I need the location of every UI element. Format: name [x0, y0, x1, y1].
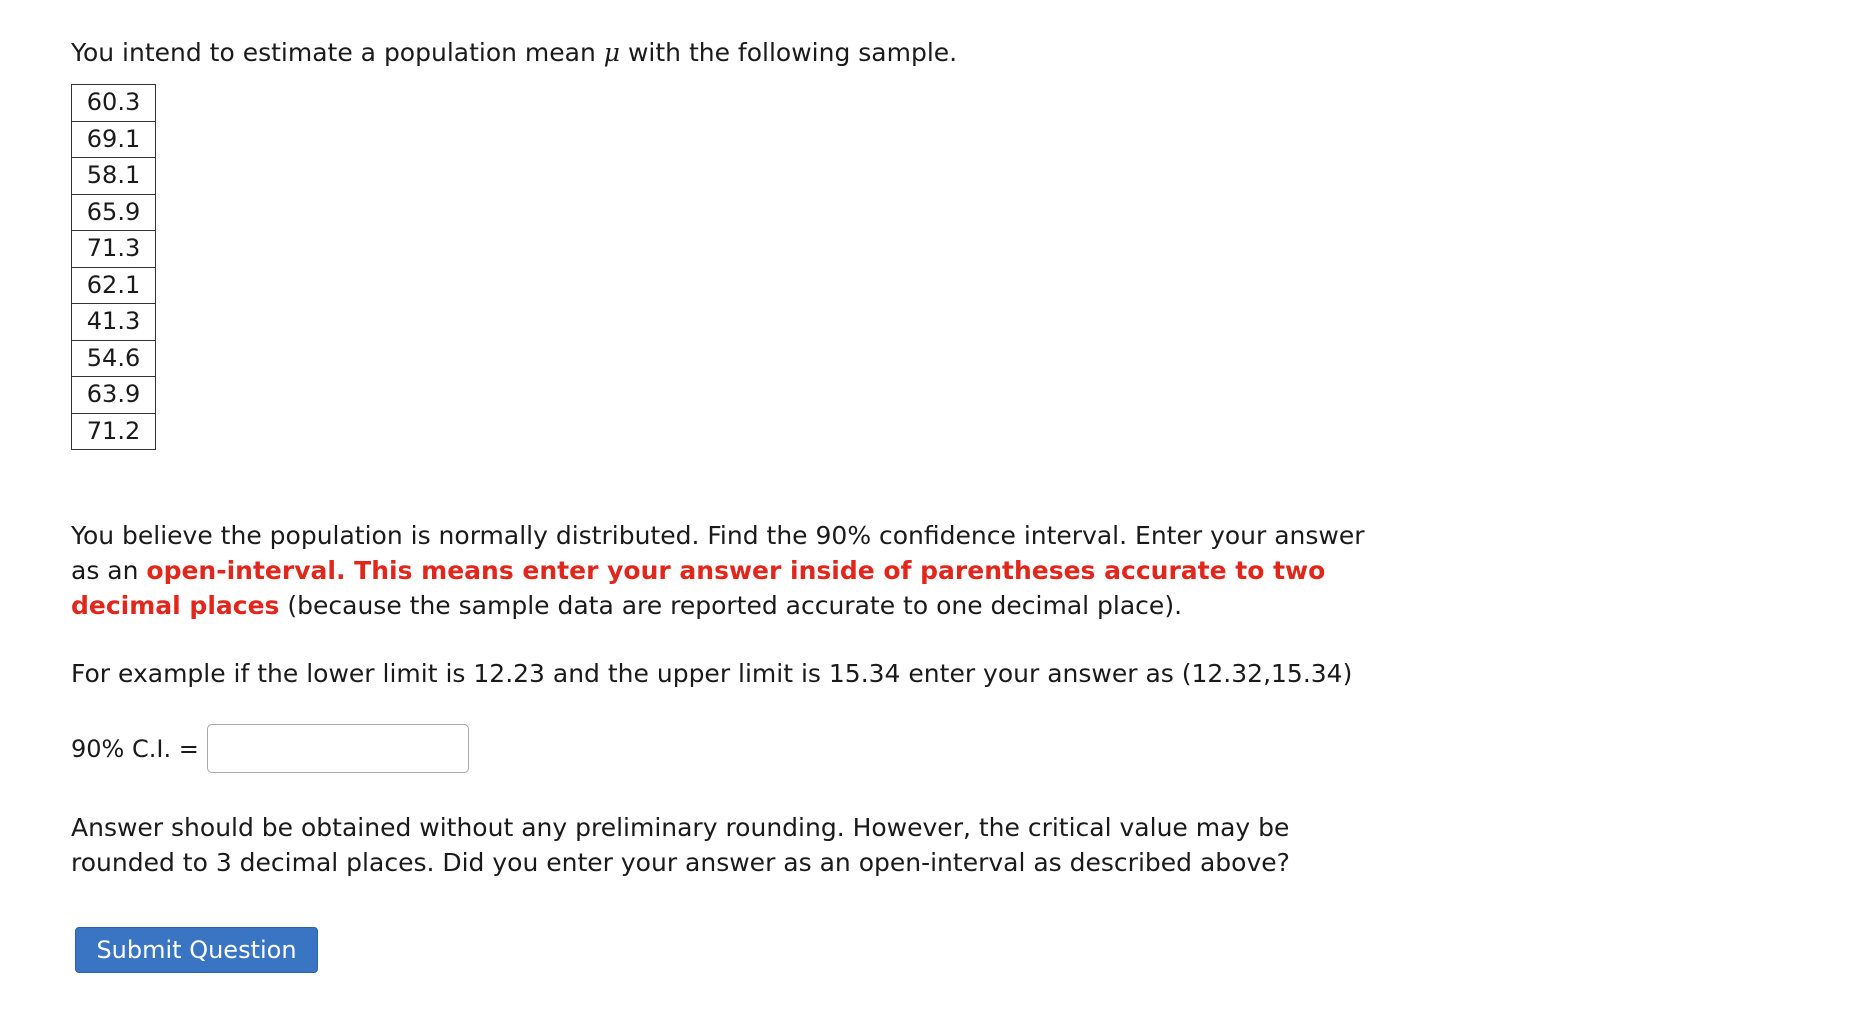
table-row — [72, 231, 156, 268]
note-text: Answer should be obtained without any preliminary rounding. However, the critical value may be rounded to 3 decimal places. Did you enter your answer as an open-interval as described above? — [71, 813, 1290, 877]
sample-cell: 69.1 — [72, 121, 156, 158]
table-row — [72, 85, 156, 122]
table-row — [72, 304, 156, 341]
sample-cell: 62.1 — [72, 267, 156, 304]
table-row — [72, 267, 156, 304]
table-row — [72, 340, 156, 377]
example-text: For example if the lower limit is 12.23 and the upper limit is 15.34 enter your answer as (12.32,15.34) — [71, 659, 1353, 688]
sample-cell: 63.9 — [72, 377, 156, 414]
intro-after: with the following sample. — [620, 38, 958, 67]
sample-cell: 71.2 — [72, 413, 156, 450]
sample-cell: 65.9 — [72, 194, 156, 231]
instructions-text — [71, 518, 1371, 623]
sample-cell: 54.6 — [72, 340, 156, 377]
question-container — [71, 30, 1371, 973]
ci-row — [71, 724, 1371, 773]
submit-question-button[interactable]: Submit Question — [75, 927, 318, 973]
ci-label: 90% C.I. = — [71, 734, 199, 763]
table-row — [72, 194, 156, 231]
ci-answer-input[interactable] — [207, 724, 469, 773]
table-row — [72, 377, 156, 414]
instructions-plain-2: (because the sample data are reported accurate to one decimal place). — [279, 591, 1183, 620]
table-row — [72, 413, 156, 450]
intro-before: You intend to estimate a population mean — [71, 38, 604, 67]
table-row — [72, 121, 156, 158]
sample-table — [71, 84, 156, 450]
sample-cell: 41.3 — [72, 304, 156, 341]
intro-text — [71, 30, 1371, 76]
sample-cell: 71.3 — [72, 231, 156, 268]
instructions-emphasis: open-interval. This means enter your answer inside of parentheses accurate to two decimal places — [71, 556, 1326, 620]
sample-cell: 60.3 — [72, 85, 156, 122]
table-row — [72, 158, 156, 195]
sample-cell: 58.1 — [72, 158, 156, 195]
mu-symbol: μ — [603, 38, 621, 67]
instructions-plain-1: You believe the population is normally distributed. Find the 90% confidence interval. Enter your answer as an — [71, 521, 1365, 585]
